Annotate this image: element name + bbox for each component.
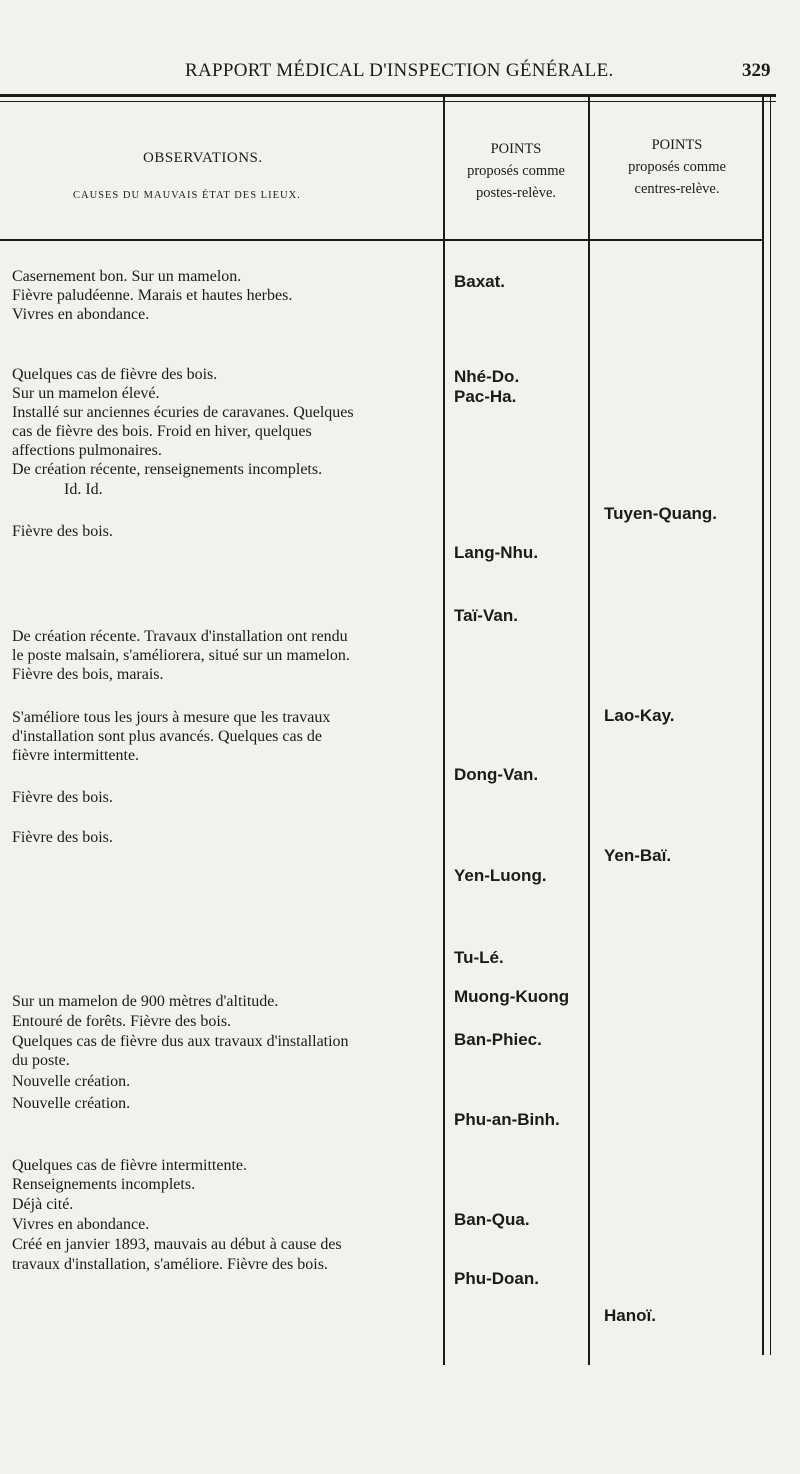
observation-line: Fièvre des bois, marais.	[12, 666, 164, 683]
observation-line: Fièvre paludéenne. Marais et hautes herbes.	[12, 287, 293, 304]
running-head: RAPPORT MÉDICAL D'INSPECTION GÉNÉRALE.	[185, 60, 614, 81]
poste-releve-item: Ban-Qua.	[454, 1210, 530, 1229]
observation-line: Quelques cas de fièvre dus aux travaux d'installation	[12, 1033, 349, 1050]
column-divider-2	[588, 97, 590, 1365]
observation-line: Sur un mamelon de 900 mètres d'altitude.	[12, 993, 279, 1010]
observation-line: S'améliore tous les jours à mesure que les travaux	[12, 709, 331, 726]
poste-releve-item: Ban-Phiec.	[454, 1030, 542, 1049]
poste-releve-item: Phu-an-Binh.	[454, 1110, 560, 1129]
poste-releve-item: Phu-Doan.	[454, 1269, 539, 1288]
observation-line: Id. Id.	[64, 481, 103, 498]
observation-line: affections pulmonaires.	[12, 442, 162, 459]
observation-line: De création récente. Travaux d'installation ont rendu	[12, 628, 348, 645]
observation-line: Nouvelle création.	[12, 1073, 131, 1090]
centre-releve-item: Hanoï.	[604, 1306, 656, 1325]
observation-line: Installé sur anciennes écuries de caravanes. Quelques	[12, 404, 354, 421]
observations-column-header: OBSERVATIONS.	[143, 150, 263, 166]
observation-line: Nouvelle création.	[12, 1095, 131, 1112]
page-number: 329	[742, 60, 771, 81]
poste-releve-item: Dong-Van.	[454, 765, 539, 784]
observations-column-subheader: CAUSES DU MAUVAIS ÉTAT DES LIEUX.	[73, 190, 301, 201]
observation-line: Déjà cité.	[12, 1196, 74, 1213]
observation-line: Casernement bon. Sur un mamelon.	[12, 268, 242, 285]
centres-releve-column-header: POINTS proposés comme centres-relève.	[628, 137, 726, 197]
observation-line: Vivres en abondance.	[12, 1216, 150, 1233]
poste-releve-item: Nhé-Do.	[454, 367, 520, 386]
poste-releve-item: Yen-Luong.	[454, 866, 547, 885]
observation-line: Fièvre des bois.	[12, 789, 113, 806]
centre-releve-item: Tuyen-Quang.	[604, 504, 718, 523]
poste-releve-item: Baxat.	[454, 272, 506, 291]
observation-line: travaux d'installation, s'améliore. Fièvre des bois.	[12, 1256, 328, 1273]
postes-releve-column-header: POINTS proposés comme postes-relève.	[467, 141, 565, 201]
observation-line: Quelques cas de fièvre intermittente.	[12, 1157, 248, 1174]
poste-releve-item: Pac-Ha.	[454, 387, 517, 406]
header-divider-rule	[0, 239, 762, 241]
poste-releve-item: Lang-Nhu.	[454, 543, 539, 562]
poste-releve-item: Tu-Lé.	[454, 948, 504, 967]
right-border-outer	[770, 97, 771, 1355]
top-rule-thin	[0, 101, 776, 102]
observation-line: Fièvre des bois.	[12, 523, 113, 540]
observation-line: d'installation sont plus avancés. Quelques cas de	[12, 728, 322, 745]
observation-line: fièvre intermittente.	[12, 747, 140, 764]
observation-line: Créé en janvier 1893, mauvais au début à cause des	[12, 1236, 342, 1253]
column-divider-1	[443, 97, 445, 1365]
centre-releve-item: Yen-Baï.	[604, 846, 672, 865]
top-rule	[0, 94, 776, 97]
observation-line: le poste malsain, s'améliorera, situé sur un mamelon.	[12, 647, 350, 664]
observation-line: Sur un mamelon élevé.	[12, 385, 160, 402]
observation-line: Renseignements incomplets.	[12, 1176, 196, 1193]
observation-line: du poste.	[12, 1052, 70, 1069]
observation-line: Entouré de forêts. Fièvre des bois.	[12, 1013, 232, 1030]
observation-line: Fièvre des bois.	[12, 829, 113, 846]
poste-releve-item: Taï-Van.	[454, 606, 518, 625]
observation-line: Quelques cas de fièvre des bois.	[12, 366, 218, 383]
centre-releve-item: Lao-Kay.	[604, 706, 675, 725]
observation-line: cas de fièvre des bois. Froid en hiver, quelques	[12, 423, 312, 440]
observation-line: De création récente, renseignements incomplets.	[12, 461, 323, 478]
right-border	[762, 97, 764, 1355]
observation-line: Vivres en abondance.	[12, 306, 150, 323]
poste-releve-item: Muong-Kuong	[454, 987, 570, 1006]
